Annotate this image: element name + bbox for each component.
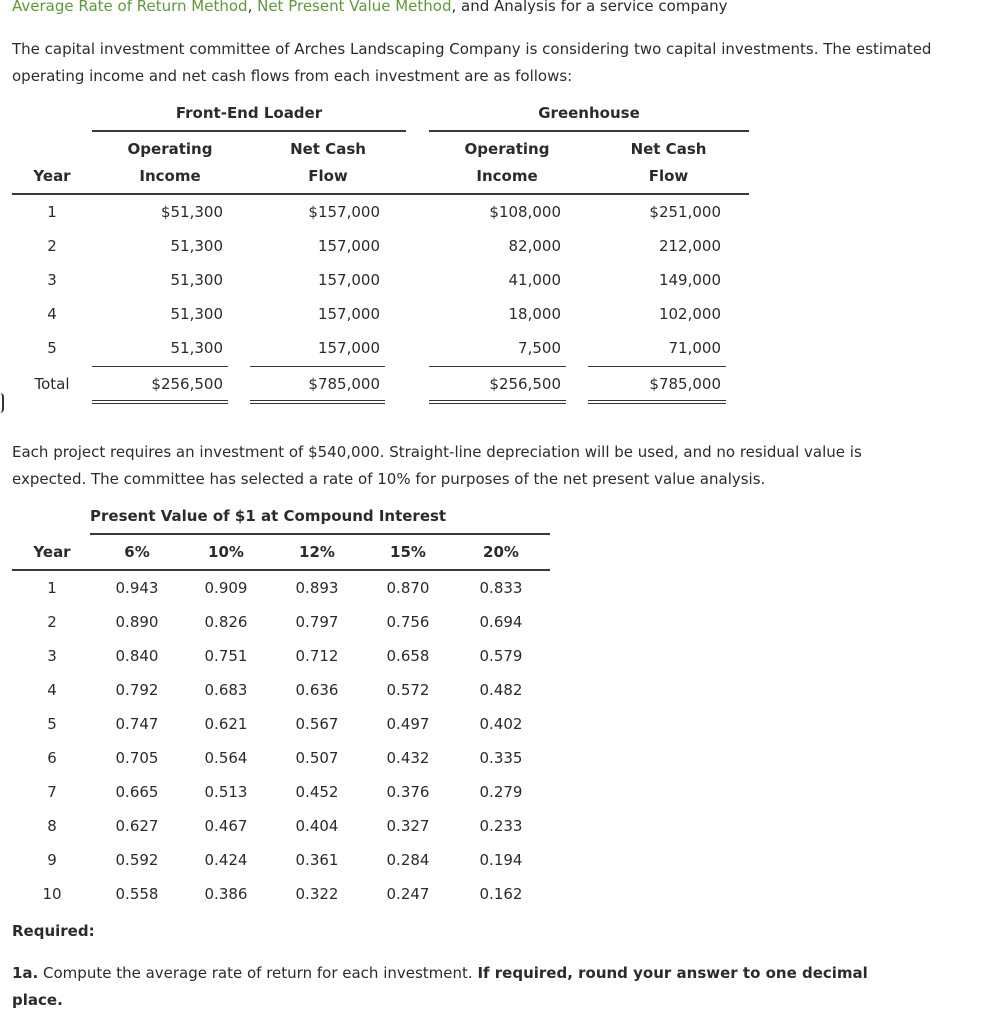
pv-factor-cell: 0.621 xyxy=(204,715,248,733)
pv-year-cell: 5 xyxy=(47,715,57,733)
requirement-number: 1a. xyxy=(12,964,39,982)
pv-factor-cell: 0.943 xyxy=(115,579,159,597)
pv-year-cell: 9 xyxy=(47,851,57,869)
gh-operating-income-cell: $108,000 xyxy=(489,203,561,221)
pv-factor-cell: 0.579 xyxy=(479,647,523,665)
gh-operating-income-total: $256,500 xyxy=(489,375,561,393)
pv-factor-cell: 0.683 xyxy=(204,681,248,699)
rate-header-6: 6% xyxy=(124,543,150,561)
requirement-rounding-note-end: place. xyxy=(12,991,63,1009)
pv-factor-cell: 0.424 xyxy=(204,851,248,869)
fel-ncf-total-underline xyxy=(250,400,385,404)
pv-factor-cell: 0.592 xyxy=(115,851,159,869)
front-end-loader-header: Front-End Loader xyxy=(175,104,323,122)
pv-factor-cell: 0.909 xyxy=(204,579,248,597)
pv-factor-cell: 0.404 xyxy=(295,817,339,835)
fel-cash-header-2: Flow xyxy=(308,167,348,185)
fel-operating-income-cell: 51,300 xyxy=(170,305,223,323)
pv-factor-cell: 0.335 xyxy=(479,749,523,767)
fel-net-cash-flow-cell: 157,000 xyxy=(317,237,380,255)
present-value-table-title: Present Value of $1 at Compound Interest xyxy=(90,507,447,525)
pv-factor-cell: 0.194 xyxy=(479,851,523,869)
fel-net-cash-flow-cell: 157,000 xyxy=(317,271,380,289)
requirement-1a xyxy=(12,960,972,1014)
year-header: Year xyxy=(33,167,71,185)
pv-year-cell: 1 xyxy=(47,579,57,597)
header-rule xyxy=(12,193,749,195)
rate-header-10: 10% xyxy=(208,543,244,561)
pv-factor-cell: 0.756 xyxy=(386,613,430,631)
fel-cash-header-1: Net Cash xyxy=(290,140,366,158)
fel-operating-header-1: Operating xyxy=(127,140,213,158)
gh-operating-header-2: Income xyxy=(476,167,538,185)
year-cell: 1 xyxy=(47,203,57,221)
gh-operating-header-1: Operating xyxy=(464,140,550,158)
pv-factor-cell: 0.751 xyxy=(204,647,248,665)
gh-cash-header-2: Flow xyxy=(648,167,689,185)
greenhouse-header: Greenhouse xyxy=(538,104,640,122)
pv-factor-cell: 0.376 xyxy=(386,783,430,801)
intro-line-1: The capital investment committee of Arches Landscaping Company is considering two capital investments. The estimated xyxy=(12,40,932,58)
fel-operating-income-cell: 51,300 xyxy=(170,237,223,255)
gh-oi-subtotal-rule xyxy=(429,366,566,367)
pv-factor-cell: 0.558 xyxy=(115,885,159,903)
pv-factor-cell: 0.467 xyxy=(204,817,248,835)
pv-factor-cell: 0.513 xyxy=(204,783,248,801)
pv-factor-cell: 0.705 xyxy=(115,749,159,767)
pv-factor-cell: 0.636 xyxy=(295,681,339,699)
required-label: Required: xyxy=(12,922,95,940)
fel-oi-total-underline xyxy=(92,400,228,404)
pv-factor-cell: 0.233 xyxy=(479,817,523,835)
gh-operating-income-cell: 41,000 xyxy=(508,271,561,289)
rate-header-12: 12% xyxy=(299,543,335,561)
pv-factor-cell: 0.452 xyxy=(295,783,339,801)
pv-factor-cell: 0.712 xyxy=(295,647,339,665)
rate-header-15: 15% xyxy=(390,543,426,561)
greenhouse-rule xyxy=(429,130,749,132)
pv-year-cell: 6 xyxy=(47,749,57,767)
present-value-title-rule xyxy=(90,533,550,535)
fel-operating-income-cell: 51,300 xyxy=(170,339,223,357)
fel-operating-income-cell: $51,300 xyxy=(160,203,223,221)
assumptions-line-1: Each project requires an investment of $540,000. Straight-line depreciation will be used, and no residual value is xyxy=(12,443,862,461)
gh-cash-header-1: Net Cash xyxy=(630,140,707,158)
gh-oi-total-underline xyxy=(429,400,566,404)
requirement-rounding-note: If required, round your answer to one decimal xyxy=(477,964,868,982)
assumptions-paragraph xyxy=(12,439,862,493)
pv-factor-cell: 0.627 xyxy=(115,817,159,835)
gh-ncf-subtotal-rule xyxy=(588,366,726,367)
pv-factor-cell: 0.870 xyxy=(386,579,430,597)
pv-year-cell: 4 xyxy=(47,681,57,699)
pv-factor-cell: 0.279 xyxy=(479,783,523,801)
pv-year-cell: 2 xyxy=(47,613,57,631)
pv-factor-cell: 0.564 xyxy=(204,749,248,767)
gh-operating-income-cell: 18,000 xyxy=(508,305,561,323)
pv-factor-cell: 0.361 xyxy=(295,851,339,869)
pv-factor-cell: 0.694 xyxy=(479,613,523,631)
pv-year-header: Year xyxy=(33,543,71,561)
pv-factor-cell: 0.833 xyxy=(479,579,523,597)
pv-factor-cell: 0.284 xyxy=(386,851,430,869)
gh-operating-income-cell: 7,500 xyxy=(518,339,561,357)
pv-factor-cell: 0.482 xyxy=(479,681,523,699)
title-rest: , and Analysis for a service company xyxy=(451,0,728,15)
gh-operating-income-cell: 82,000 xyxy=(508,237,561,255)
fel-operating-income-total: $256,500 xyxy=(151,375,223,393)
pv-factor-cell: 0.567 xyxy=(295,715,339,733)
gh-net-cash-flow-cell: 149,000 xyxy=(658,271,721,289)
pv-year-cell: 10 xyxy=(42,885,62,903)
fel-net-cash-flow-cell: 157,000 xyxy=(317,305,380,323)
pv-factor-cell: 0.747 xyxy=(115,715,159,733)
year-cell: 3 xyxy=(47,271,57,289)
pv-factor-cell: 0.893 xyxy=(295,579,339,597)
pv-factor-cell: 0.665 xyxy=(115,783,159,801)
pv-factor-cell: 0.507 xyxy=(295,749,339,767)
gh-net-cash-flow-total: $785,000 xyxy=(649,375,721,393)
pv-factor-cell: 0.840 xyxy=(115,647,159,665)
gh-ncf-total-underline xyxy=(588,400,726,404)
fel-net-cash-flow-total: $785,000 xyxy=(308,375,380,393)
gh-net-cash-flow-cell: 212,000 xyxy=(658,237,721,255)
pv-factor-cell: 0.162 xyxy=(479,885,523,903)
pv-factor-cell: 0.497 xyxy=(386,715,430,733)
gh-net-cash-flow-cell: 71,000 xyxy=(668,339,721,357)
front-end-loader-rule xyxy=(92,130,406,132)
pv-factor-cell: 0.402 xyxy=(479,715,523,733)
pv-factor-cell: 0.792 xyxy=(115,681,159,699)
fel-operating-header-2: Income xyxy=(139,167,201,185)
pv-year-cell: 7 xyxy=(47,783,57,801)
pv-factor-cell: 0.572 xyxy=(386,681,430,699)
pv-year-cell: 8 xyxy=(47,817,57,835)
page-title xyxy=(12,0,728,15)
fel-ncf-subtotal-rule xyxy=(250,366,385,367)
pv-factor-cell: 0.658 xyxy=(386,647,430,665)
pv-factor-cell: 0.797 xyxy=(295,613,339,631)
pv-factor-cell: 0.826 xyxy=(204,613,248,631)
year-cell: 4 xyxy=(47,305,57,323)
pv-factor-cell: 0.890 xyxy=(115,613,159,631)
fel-net-cash-flow-cell: $157,000 xyxy=(308,203,380,221)
gh-net-cash-flow-cell: $251,000 xyxy=(649,203,721,221)
total-label: Total xyxy=(34,375,70,393)
fel-oi-subtotal-rule xyxy=(92,366,228,367)
pv-factor-cell: 0.386 xyxy=(204,885,248,903)
year-cell: 2 xyxy=(47,237,57,255)
title-separator: , xyxy=(247,0,258,15)
pv-factor-cell: 0.432 xyxy=(386,749,430,767)
pv-year-cell: 3 xyxy=(47,647,57,665)
intro-line-2: operating income and net cash flows from each investment are as follows: xyxy=(12,67,573,85)
average-rate-of-return-link[interactable]: Average Rate of Return Method xyxy=(12,0,248,15)
net-present-value-link[interactable]: Net Present Value Method xyxy=(257,0,452,15)
pv-factor-cell: 0.322 xyxy=(295,885,339,903)
intro-paragraph xyxy=(12,36,931,90)
gh-net-cash-flow-cell: 102,000 xyxy=(658,305,721,323)
left-edge-mark xyxy=(0,393,4,413)
fel-net-cash-flow-cell: 157,000 xyxy=(317,339,380,357)
pv-header-rule xyxy=(12,569,550,571)
pv-factor-cell: 0.247 xyxy=(386,885,430,903)
requirement-text: Compute the average rate of return for each investment. xyxy=(38,964,478,982)
year-cell: 5 xyxy=(47,339,57,357)
rate-header-20: 20% xyxy=(483,543,519,561)
assumptions-line-2: expected. The committee has selected a rate of 10% for purposes of the net present value analysis. xyxy=(12,470,766,488)
fel-operating-income-cell: 51,300 xyxy=(170,271,223,289)
pv-factor-cell: 0.327 xyxy=(386,817,430,835)
